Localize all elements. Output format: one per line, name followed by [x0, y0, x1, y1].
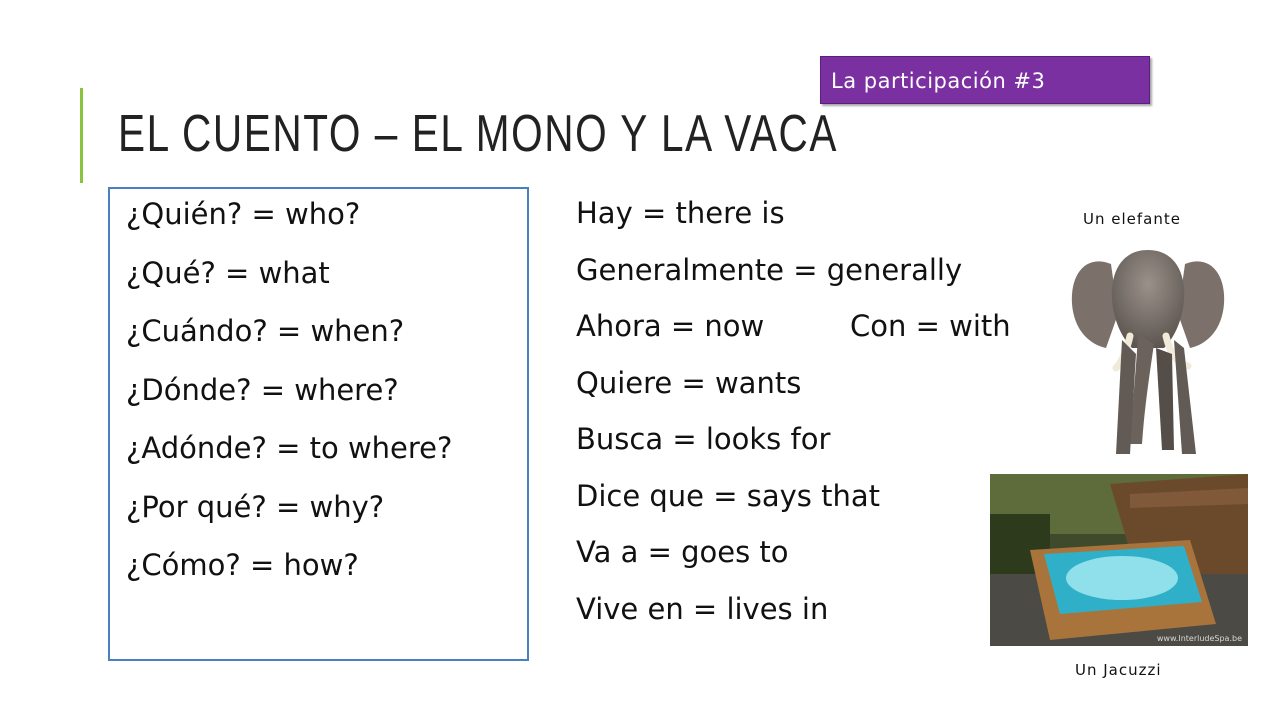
question-words-list	[126, 188, 452, 598]
list-item: ¿Dónde? = where?	[126, 372, 399, 407]
list-item: Generalmente = generally	[576, 252, 963, 287]
list-item: ¿Adónde? = to where?	[126, 431, 453, 465]
list-item: Hay = there is	[576, 196, 785, 230]
list-item: Busca = looks for	[576, 422, 831, 456]
list-item: ¿Qué? = what	[126, 255, 330, 290]
vocab-term-con: Con = with	[850, 309, 1011, 343]
elephant-caption: Un elefante	[1083, 210, 1181, 228]
vocabulary-list	[576, 188, 1011, 640]
accent-bar	[80, 88, 83, 183]
vocab-term: Ahora = now	[576, 309, 765, 343]
list-item: Dice que = says that	[576, 478, 881, 513]
elephant-image	[1066, 244, 1230, 460]
jacuzzi-image	[990, 474, 1248, 646]
jacuzzi-caption: Un Jacuzzi	[1075, 661, 1162, 679]
list-item: Va a = goes to	[576, 535, 789, 569]
jacuzzi-watermark: www.InterludeSpa.be	[1156, 634, 1242, 643]
list-item: ¿Quién? = who?	[126, 197, 361, 231]
list-item: ¿Por qué? = why?	[126, 489, 385, 524]
list-item: ¿Cómo? = how?	[126, 548, 359, 582]
participation-badge: La participación #3	[820, 56, 1150, 104]
list-item	[576, 301, 1011, 358]
slide-title: EL CUENTO – EL MONO Y LA VACA	[118, 105, 838, 163]
list-item: ¿Cuándo? = when?	[126, 314, 405, 348]
list-item: Quiere = wants	[576, 365, 802, 400]
list-item: Vive en = lives in	[576, 591, 829, 626]
